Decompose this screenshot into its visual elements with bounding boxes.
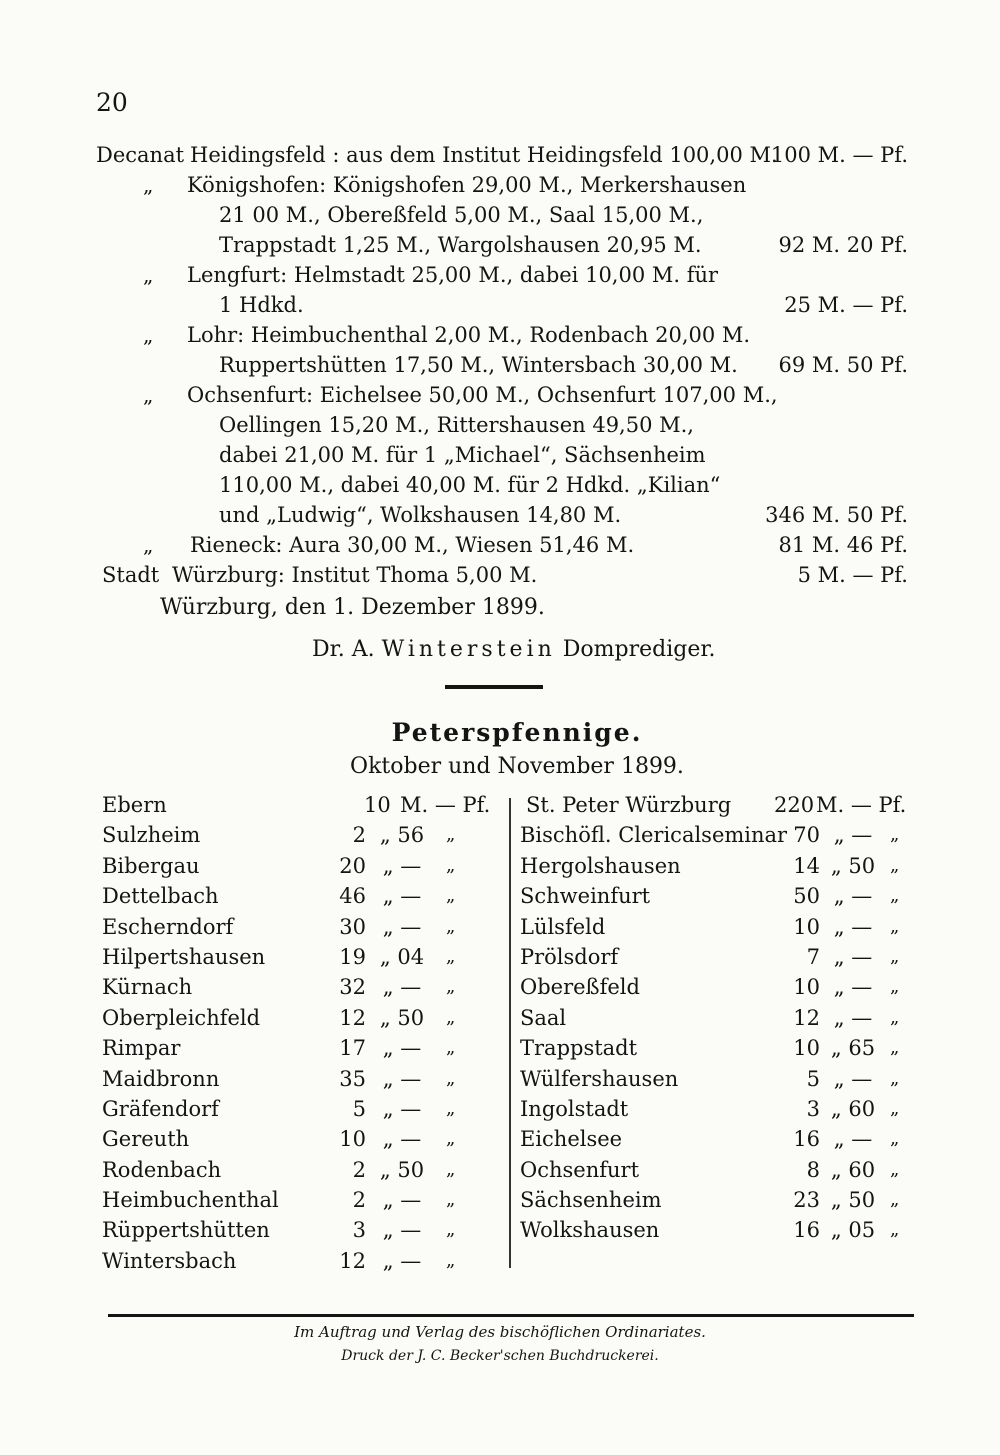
mark-amount: 2 bbox=[352, 1157, 366, 1182]
donation-text: 21 00 M., Obereßfeld 5,00 M., Saal 15,00 M., bbox=[219, 203, 704, 227]
mark-amount: 10 bbox=[793, 975, 820, 1000]
pfennig-amount: „ — bbox=[382, 1036, 422, 1061]
donation-line bbox=[0, 440, 1000, 470]
place-name: Sulzheim bbox=[102, 823, 201, 848]
list-item bbox=[520, 912, 912, 942]
list-item bbox=[102, 1155, 497, 1185]
place-name: Gräfendorf bbox=[102, 1096, 219, 1121]
place-name: Maidbronn bbox=[102, 1066, 220, 1091]
ditto-mark: „ bbox=[446, 976, 456, 998]
list-item bbox=[520, 972, 912, 1002]
pfennig-amount: „ — bbox=[382, 1248, 422, 1273]
place-name: Sächsenheim bbox=[520, 1188, 662, 1213]
pfennig-amount: „ — bbox=[382, 914, 422, 939]
pfennig-amount: „ — bbox=[833, 975, 873, 1000]
pfennig-amount: M. — Pf. bbox=[816, 793, 907, 817]
list-item bbox=[102, 1064, 497, 1094]
list-item bbox=[102, 851, 497, 881]
ditto-mark: „ bbox=[446, 1006, 456, 1028]
list-item bbox=[520, 790, 912, 820]
page-number: 20 bbox=[96, 88, 128, 117]
donation-line bbox=[0, 560, 1000, 590]
place-name: Ochsenfurt bbox=[520, 1157, 640, 1182]
list-item bbox=[520, 1185, 912, 1215]
pfennig-amount: „ 60 bbox=[830, 1096, 876, 1121]
list-item bbox=[520, 1033, 912, 1063]
signature bbox=[312, 637, 715, 662]
place-name: Saal bbox=[520, 1005, 567, 1030]
ditto-mark: „ bbox=[890, 824, 900, 846]
ditto-mark: „ bbox=[890, 1067, 900, 1089]
ditto-mark: „ bbox=[446, 1128, 456, 1150]
printer-line: Druck der J. C. Becker'schen Buchdruckerei. bbox=[341, 1348, 659, 1364]
mark-amount: 10 bbox=[364, 793, 391, 817]
donation-text: Ochsenfurt: Eichelsee 50,00 M., Ochsenfurt 107,00 M., bbox=[187, 383, 778, 407]
footer-rule bbox=[108, 1314, 914, 1317]
pfennig-amount: M. — Pf. bbox=[400, 793, 491, 817]
list-item bbox=[520, 820, 912, 850]
donation-amount: 25 M. — Pf. bbox=[784, 293, 908, 317]
mark-amount: 70 bbox=[793, 823, 820, 848]
place-name: Wolkshausen bbox=[520, 1218, 660, 1243]
pfennig-amount: „ — bbox=[382, 884, 422, 909]
pfennig-amount: „ — bbox=[382, 975, 422, 1000]
donation-text: und „Ludwig“, Wolkshausen 14,80 M. bbox=[219, 503, 622, 527]
list-item bbox=[102, 942, 497, 972]
mark-amount: 16 bbox=[793, 1218, 820, 1243]
mark-amount: 220 bbox=[774, 793, 815, 817]
place-name: Hergolshausen bbox=[520, 853, 681, 878]
place-name: Hilpertshausen bbox=[102, 944, 266, 969]
list-item bbox=[102, 820, 497, 850]
ditto-mark: „ bbox=[890, 1037, 900, 1059]
ditto-mark: „ bbox=[446, 1189, 456, 1211]
pfennig-amount: „ 50 bbox=[379, 1157, 425, 1182]
donation-text: Lengfurt: Helmstadt 25,00 M., dabei 10,00 M. für bbox=[187, 263, 719, 287]
donation-text: Heidingsfeld : aus dem Institut Heidingsfeld 100,00 M. bbox=[190, 143, 778, 167]
ditto-mark: „ bbox=[890, 854, 900, 876]
pfennig-amount: „ — bbox=[382, 1127, 422, 1152]
mark-amount: 5 bbox=[352, 1096, 366, 1121]
pfennig-amount: „ — bbox=[382, 1188, 422, 1213]
list-item bbox=[102, 1215, 497, 1245]
right-column bbox=[520, 790, 912, 1246]
list-item bbox=[102, 790, 497, 820]
pfennig-amount: „ — bbox=[833, 1066, 873, 1091]
ditto-mark: „ bbox=[446, 945, 456, 967]
ditto-mark: „ bbox=[143, 323, 154, 347]
mark-amount: 50 bbox=[793, 884, 820, 909]
donation-line bbox=[0, 380, 1000, 410]
place-name: Lülsfeld bbox=[520, 914, 606, 939]
mark-amount: 10 bbox=[339, 1127, 366, 1152]
list-item bbox=[520, 1094, 912, 1124]
place-name: Prölsdorf bbox=[520, 944, 619, 969]
ditto-mark: „ bbox=[890, 1097, 900, 1119]
pfennig-amount: „ — bbox=[833, 884, 873, 909]
list-item bbox=[102, 881, 497, 911]
pfennig-amount: „ 05 bbox=[830, 1218, 876, 1243]
pfennig-amount: „ — bbox=[382, 1218, 422, 1243]
mark-amount: 3 bbox=[806, 1096, 820, 1121]
pfennig-amount: „ 50 bbox=[830, 1188, 876, 1213]
donation-line bbox=[0, 260, 1000, 290]
donation-line bbox=[0, 320, 1000, 350]
mark-amount: 10 bbox=[793, 1036, 820, 1061]
list-item bbox=[102, 972, 497, 1002]
signature-name: Winterstein bbox=[381, 637, 556, 662]
ditto-mark: „ bbox=[143, 383, 154, 407]
list-item bbox=[102, 1033, 497, 1063]
mark-amount: 17 bbox=[339, 1036, 366, 1061]
ditto-mark: „ bbox=[446, 1067, 456, 1089]
list-item bbox=[520, 1003, 912, 1033]
donation-text: Königshofen: Königshofen 29,00 M., Merkershausen bbox=[187, 173, 747, 197]
donation-amount: 346 M. 50 Pf. bbox=[765, 503, 908, 527]
pfennig-amount: „ — bbox=[833, 944, 873, 969]
list-item bbox=[102, 1124, 497, 1154]
date-line: Würzburg, den 1. Dezember 1899. bbox=[160, 595, 545, 620]
place-name: St. Peter Würzburg bbox=[526, 793, 732, 817]
place-name: Bischöfl. Clericalseminar bbox=[520, 823, 788, 848]
donation-line bbox=[0, 470, 1000, 500]
place-name: Dettelbach bbox=[102, 884, 219, 909]
ditto-mark: „ bbox=[890, 915, 900, 937]
place-name: Trappstadt bbox=[520, 1036, 638, 1061]
mark-amount: 3 bbox=[352, 1218, 366, 1243]
pfennig-amount: „ 56 bbox=[379, 823, 425, 848]
donation-text: 110,00 M., dabei 40,00 M. für 2 Hdkd. „Kilian“ bbox=[219, 473, 721, 497]
donation-text: Ruppertshütten 17,50 M., Wintersbach 30,00 M. bbox=[219, 353, 738, 377]
ditto-mark: „ bbox=[446, 885, 456, 907]
signature-role: Domprediger. bbox=[562, 637, 716, 662]
column-divider bbox=[509, 798, 511, 1268]
place-name: Rodenbach bbox=[102, 1157, 222, 1182]
ditto-mark: „ bbox=[446, 1158, 456, 1180]
list-item bbox=[520, 851, 912, 881]
mark-amount: 14 bbox=[793, 853, 820, 878]
pfennig-amount: „ — bbox=[833, 823, 873, 848]
pfennig-amount: „ — bbox=[382, 1096, 422, 1121]
place-name: Wintersbach bbox=[102, 1248, 237, 1273]
ditto-mark: „ bbox=[890, 1158, 900, 1180]
section-subtitle: Oktober und November 1899. bbox=[350, 754, 684, 779]
mark-amount: 23 bbox=[793, 1188, 820, 1213]
place-name: Gereuth bbox=[102, 1127, 190, 1152]
ditto-mark: „ bbox=[890, 945, 900, 967]
ditto-mark: „ bbox=[446, 824, 456, 846]
ditto-mark: „ bbox=[890, 976, 900, 998]
mark-amount: 20 bbox=[339, 853, 366, 878]
pfennig-amount: „ — bbox=[833, 1005, 873, 1030]
ditto-mark: „ bbox=[890, 885, 900, 907]
section-divider bbox=[445, 685, 543, 689]
ditto-mark: „ bbox=[890, 1219, 900, 1241]
mark-amount: 12 bbox=[339, 1248, 366, 1273]
list-item bbox=[102, 1246, 497, 1276]
place-name: Ingolstadt bbox=[520, 1096, 629, 1121]
mark-amount: 16 bbox=[793, 1127, 820, 1152]
donation-line bbox=[0, 290, 1000, 320]
pfennig-amount: „ — bbox=[382, 1066, 422, 1091]
list-item bbox=[520, 1124, 912, 1154]
donation-text: Rieneck: Aura 30,00 M., Wiesen 51,46 M. bbox=[190, 533, 635, 557]
ditto-mark: „ bbox=[446, 1037, 456, 1059]
place-name: Schweinfurt bbox=[520, 884, 651, 909]
place-name: Bibergau bbox=[102, 853, 200, 878]
ditto-mark: „ bbox=[890, 1189, 900, 1211]
mark-amount: 12 bbox=[793, 1005, 820, 1030]
mark-amount: 12 bbox=[339, 1005, 366, 1030]
list-item bbox=[102, 912, 497, 942]
list-item bbox=[102, 1003, 497, 1033]
pfennig-amount: „ 65 bbox=[830, 1036, 876, 1061]
mark-amount: 30 bbox=[339, 914, 366, 939]
list-item bbox=[102, 1185, 497, 1215]
list-item bbox=[520, 1215, 912, 1245]
pfennig-amount: „ 50 bbox=[379, 1005, 425, 1030]
donation-line bbox=[0, 230, 1000, 260]
donation-line bbox=[0, 500, 1000, 530]
mark-amount: 7 bbox=[806, 944, 820, 969]
city-label: Stadt bbox=[102, 563, 160, 587]
ditto-mark: „ bbox=[446, 1249, 456, 1271]
pfennig-amount: „ 60 bbox=[830, 1157, 876, 1182]
donation-amount: 100 M. — Pf. bbox=[770, 143, 908, 167]
ditto-mark: „ bbox=[446, 854, 456, 876]
mark-amount: 5 bbox=[806, 1066, 820, 1091]
place-name: Ebern bbox=[102, 793, 167, 817]
mark-amount: 2 bbox=[352, 823, 366, 848]
donation-line bbox=[0, 140, 1000, 170]
section-title: Peterspfennige. bbox=[391, 718, 643, 747]
list-item bbox=[102, 1094, 497, 1124]
signature-title: Dr. A. bbox=[312, 637, 375, 662]
pfennig-amount: „ — bbox=[833, 1127, 873, 1152]
place-name: Wülfershausen bbox=[520, 1066, 679, 1091]
list-item bbox=[520, 881, 912, 911]
ditto-mark: „ bbox=[143, 263, 154, 287]
mark-amount: 10 bbox=[793, 914, 820, 939]
mark-amount: 32 bbox=[339, 975, 366, 1000]
pfennig-amount: „ 50 bbox=[830, 853, 876, 878]
donation-line bbox=[0, 170, 1000, 200]
mark-amount: 19 bbox=[339, 944, 366, 969]
donation-amount: 81 M. 46 Pf. bbox=[778, 533, 908, 557]
place-name: Kürnach bbox=[102, 975, 193, 1000]
ditto-mark: „ bbox=[890, 1128, 900, 1150]
ditto-mark: „ bbox=[446, 1219, 456, 1241]
ditto-mark: „ bbox=[890, 1006, 900, 1028]
mark-amount: 35 bbox=[339, 1066, 366, 1091]
place-name: Oberpleichfeld bbox=[102, 1005, 261, 1030]
donation-text: Oellingen 15,20 M., Rittershausen 49,50 M., bbox=[219, 413, 694, 437]
ditto-mark: „ bbox=[143, 173, 154, 197]
pfennig-amount: „ — bbox=[382, 853, 422, 878]
donation-text: 1 Hdkd. bbox=[219, 293, 304, 317]
place-name: Eichelsee bbox=[520, 1127, 623, 1152]
donation-text: dabei 21,00 M. für 1 „Michael“, Sächsenheim bbox=[219, 443, 706, 467]
place-name: Obereßfeld bbox=[520, 975, 640, 1000]
donation-line bbox=[0, 530, 1000, 560]
donation-line bbox=[0, 350, 1000, 380]
ditto-mark: „ bbox=[446, 915, 456, 937]
place-name: Rüppertshütten bbox=[102, 1218, 270, 1243]
publisher-line: Im Auftrag und Verlag des bischöflichen Ordinariates. bbox=[294, 1323, 706, 1341]
donation-amount: 92 M. 20 Pf. bbox=[778, 233, 908, 257]
ditto-mark: „ bbox=[143, 533, 154, 557]
donation-text: Lohr: Heimbuchenthal 2,00 M., Rodenbach 20,00 M. bbox=[187, 323, 751, 347]
pfennig-amount: „ 04 bbox=[379, 944, 425, 969]
ditto-mark: „ bbox=[446, 1097, 456, 1119]
donation-amount: 69 M. 50 Pf. bbox=[778, 353, 908, 377]
donation-text: Trappstadt 1,25 M., Wargolshausen 20,95 M. bbox=[219, 233, 702, 257]
place-name: Escherndorf bbox=[102, 914, 234, 939]
mark-amount: 2 bbox=[352, 1188, 366, 1213]
left-column bbox=[102, 790, 497, 1276]
list-item bbox=[520, 1155, 912, 1185]
list-item bbox=[520, 942, 912, 972]
place-name: Heimbuchenthal bbox=[102, 1188, 279, 1213]
donation-line bbox=[0, 200, 1000, 230]
donation-line bbox=[0, 410, 1000, 440]
place-name: Rimpar bbox=[102, 1036, 181, 1061]
mark-amount: 46 bbox=[339, 884, 366, 909]
deanery-label: Decanat bbox=[96, 143, 185, 167]
list-item bbox=[520, 1064, 912, 1094]
donation-text: Würzburg: Institut Thoma 5,00 M. bbox=[172, 563, 538, 587]
pfennig-amount: „ — bbox=[833, 914, 873, 939]
donation-amount: 5 M. — Pf. bbox=[797, 563, 908, 587]
mark-amount: 8 bbox=[806, 1157, 820, 1182]
